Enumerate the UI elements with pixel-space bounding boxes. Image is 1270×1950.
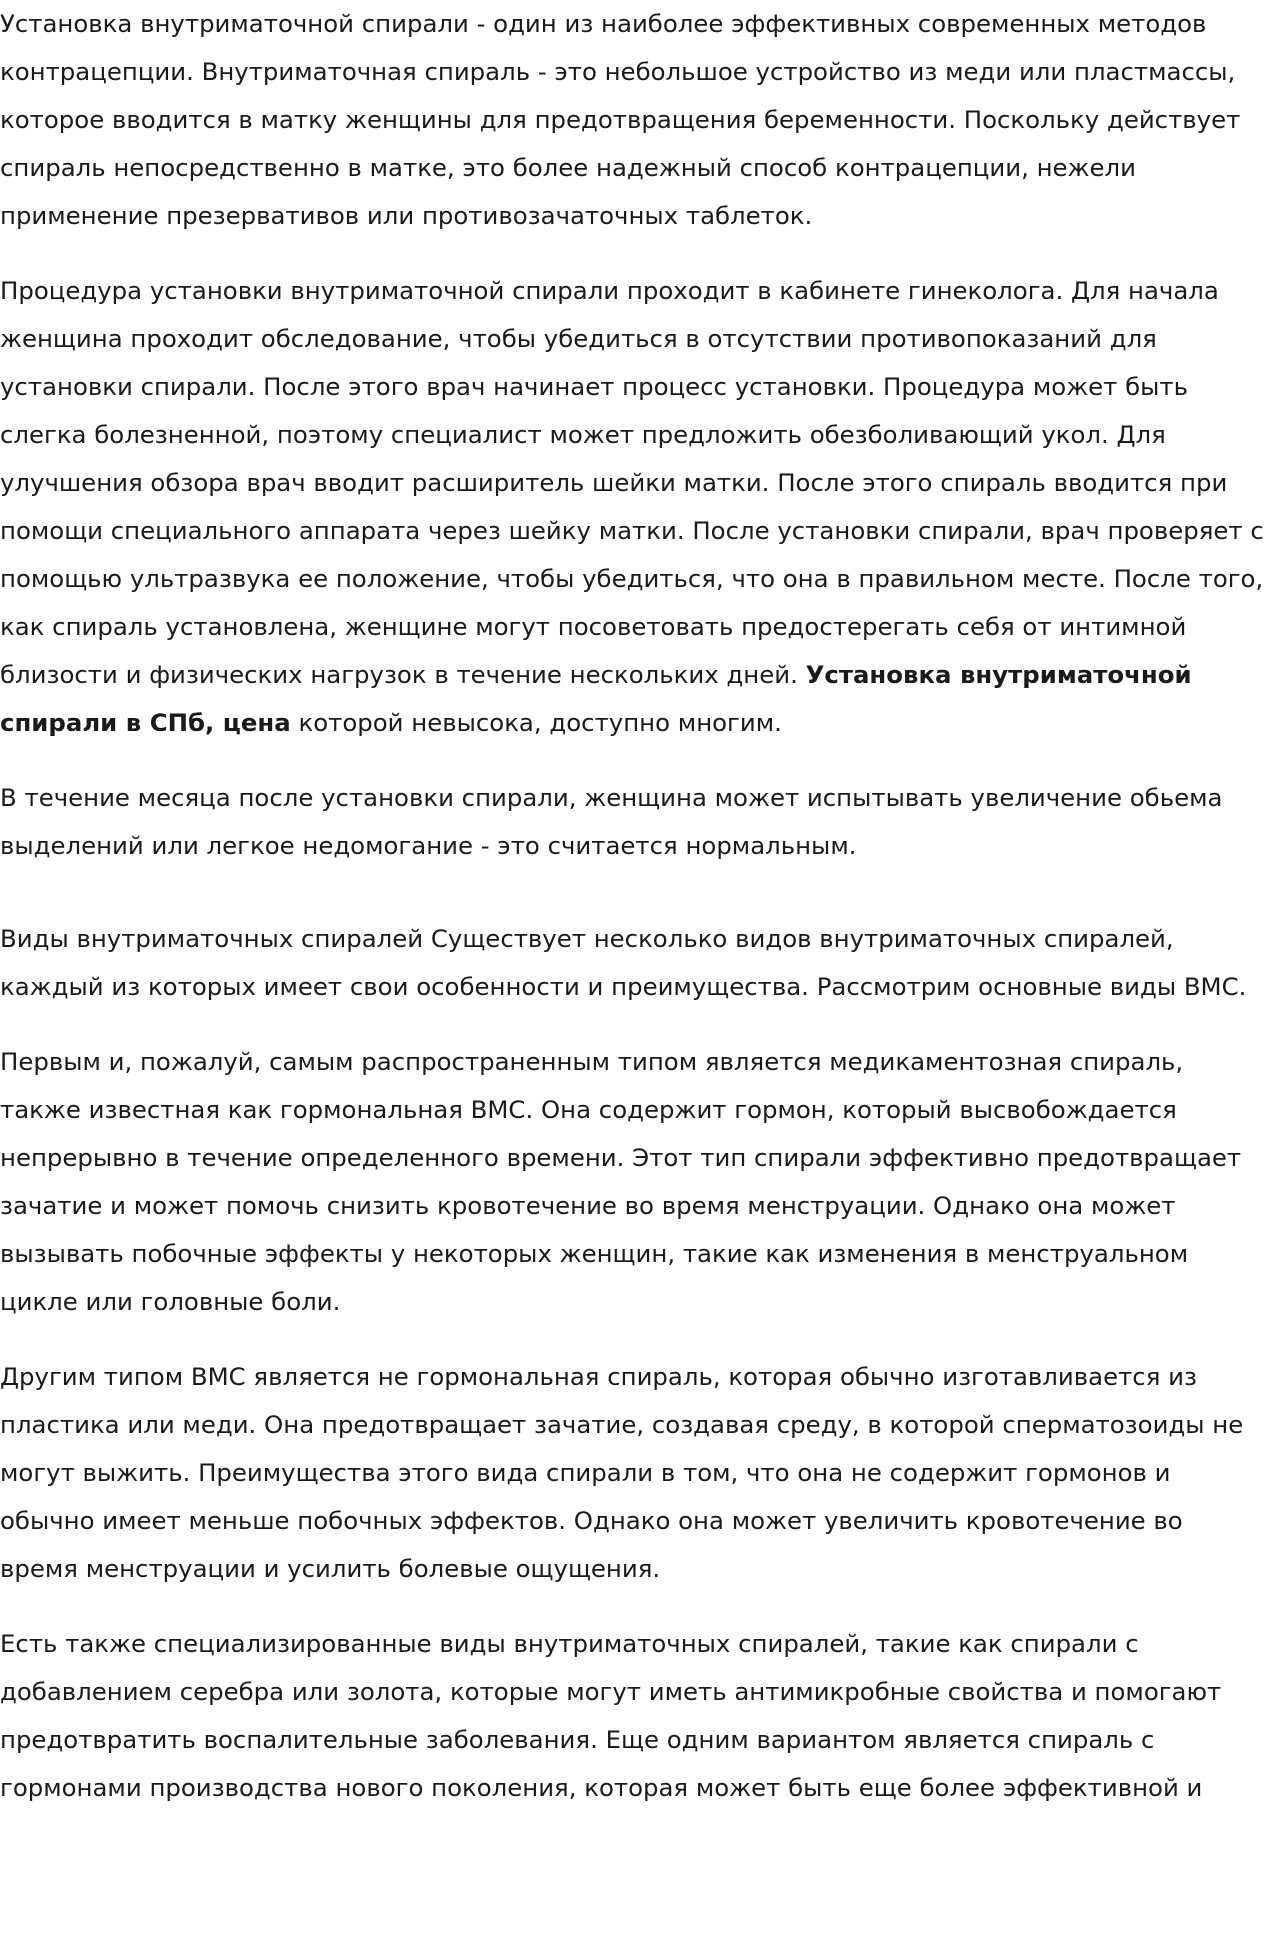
procedure-text-end: которой невысока, доступно многим. [290, 708, 782, 737]
paragraph-types-intro: Виды внутриматочных спиралей Существует несколько видов внутриматочных спиралей, каждый из которых имеет свои особенности и преимущества. Рассмотрим основные виды ВМС. [0, 924, 1247, 1001]
paragraph-after-installation: В течение месяца после установки спирали, женщина может испытывать увеличение обьема выделений или легкое недомогание - это считается нормальным. [0, 783, 1223, 860]
procedure-text: Процедура установки внутриматочной спирали проходит в кабинете гинеколога. Для начала женщина проходит обследование, чтобы убедиться в отсутствии противопоказаний для установки спирали. После этого врач начинает процесс установки. Процедура может быть слегка болезненной, поэтому специалист может предложить обезболивающий укол. Для улучшения обзора врач вводит расширитель шейки матки. После этого спираль вводится при помощи специального аппарата через шейку матки. После установки спирали, врач проверяет с помощью ультразвука ее положение, чтобы убедиться, что она в правильном месте. После того, как спираль установлена, женщине могут посоветовать предостерегать себя от интимной близости и физических нагрузок в течение нескольких дней. [0, 276, 1264, 689]
paragraph-non-hormonal: Другим типом ВМС является не гормональная спираль, которая обычно изготавливается из пластика или меди. Она предотвращает зачатие, создавая среду, в которой сперматозоиды не могут выжить. Преимущества этого вида спирали в том, что она не содержит гормонов и обычно имеет меньше побочных эффектов. Однако она может увеличить кровотечение во время менструации и усилить болевые ощущения. [0, 1362, 1244, 1583]
paragraph-intro: Установка внутриматочной спирали - один из наиболее эффективных современных методов контрацепции. Внутриматочная спираль - это небольшое устройство из меди или пластмассы, которое вводится в матку женщины для предотвращения беременности. Поскольку действует спираль непосредственно в матке, это более надежный способ контрацепции, нежели применение презервативов или противозачаточных таблеток. [0, 9, 1241, 230]
paragraph-specialized: Есть также специализированные виды внутриматочных спиралей, такие как спирали с добавлением серебра или золота, которые могут иметь антимикробные свойства и помогают предотвратить воспалительные заболевания. Еще одним вариантом является спираль с гормонами производства нового поколения, которая может быть еще более эффективной и [0, 1629, 1222, 1802]
price-keyword-link: Установка внутриматочной спирали в СПб, цена [0, 660, 1192, 737]
paragraph-hormonal: Первым и, пожалуй, самым распространенным типом является медикаментозная спираль, также известная как гормональная ВМС. Она содержит гормон, который высвобождается непрерывно в течение определенного времени. Этот тип спирали эффективно предотвращает зачатие и может помочь снизить кровотечение во время менструации. Однако она может вызывать побочные эффекты у некоторых женщин, такие как изменения в менструальном цикле или головные боли. [0, 1047, 1242, 1316]
paragraph-procedure [0, 267, 1268, 747]
